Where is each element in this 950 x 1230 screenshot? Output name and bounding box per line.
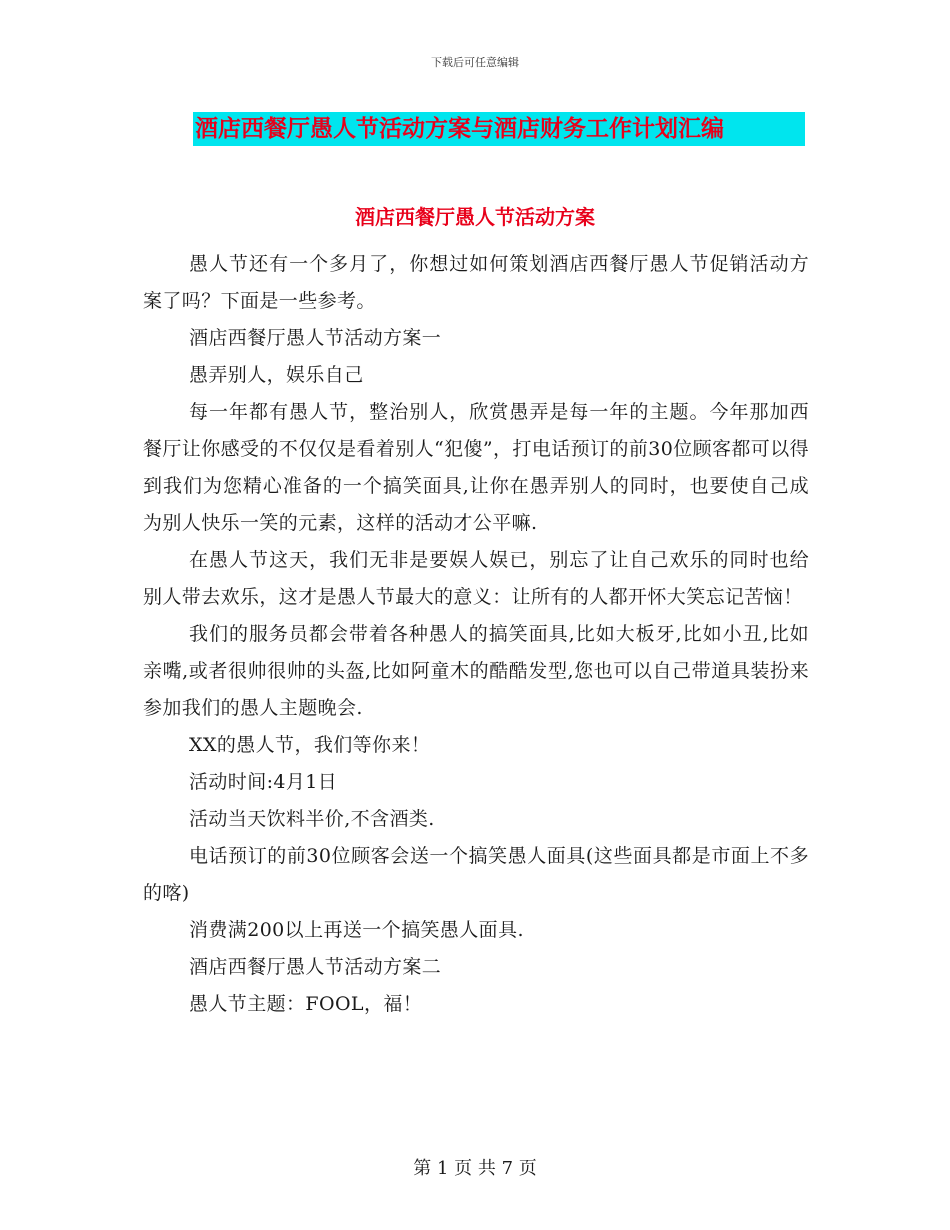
paragraph-drinks: 活动当天饮料半价,不含酒类. [189,808,435,830]
paragraph-masks: 我们的服务员都会带着各种愚人的搞笑面具,比如大板牙,比如小丑,比如亲嘴,或者很帅很帅的头盔,比如阿童木的酷酷发型,您也可以自己带道具装扮来参加我们的愚人主题晚会. [143,623,809,719]
header-note: 下载后可任意编辑 [431,56,519,69]
paragraph-plan-two-heading: 酒店西餐厅愚人节活动方案二 [189,956,442,978]
paragraph-invite: XX的愚人节，我们等你来！ [189,734,431,756]
paragraph-time: 活动时间:4月1日 [189,771,338,793]
body-text [143,246,809,1023]
document-title: 酒店西餐厅愚人节活动方案与酒店财务工作计划汇编 [193,112,805,146]
paragraph-booking-gift: 电话预订的前30位顾客会送一个搞笑愚人面具(这些面具都是市面上不多的喀) [143,845,809,904]
paragraph-meaning: 在愚人节这天，我们无非是要娱人娱已，别忘了让自己欢乐的同时也给别人带去欢乐，这才是愚人节最大的意义：让所有的人都开怀大笑忘记苦恼！ [143,549,809,608]
page-number-footer: 第 1 页 共 7 页 [413,1158,537,1179]
paragraph-plan-one-heading: 酒店西餐厅愚人节活动方案一 [189,327,442,349]
paragraph-slogan: 愚弄别人，娱乐自己 [189,364,364,386]
section-title: 酒店西餐厅愚人节活动方案 [355,205,595,229]
paragraph-intro: 愚人节还有一个多月了，你想过如何策划酒店西餐厅愚人节促销活动方案了吗？下面是一些参考。 [143,253,809,312]
paragraph-theme: 每一年都有愚人节，整治别人，欣赏愚弄是每一年的主题。今年那加西餐厅让你感受的不仅仅是看着别人“犯傻”，打电话预订的前30位顾客都可以得到我们为您精心准备的一个搞笑面具,让你在愚弄别人的同时，也要使自己成为别人快乐一笑的元素，这样的活动才公平嘛. [143,401,810,534]
paragraph-plan-two-theme: 愚人节主题：FOOL，福！ [189,993,423,1015]
paragraph-spend-gift: 消费满200以上再送一个搞笑愚人面具. [189,919,524,941]
